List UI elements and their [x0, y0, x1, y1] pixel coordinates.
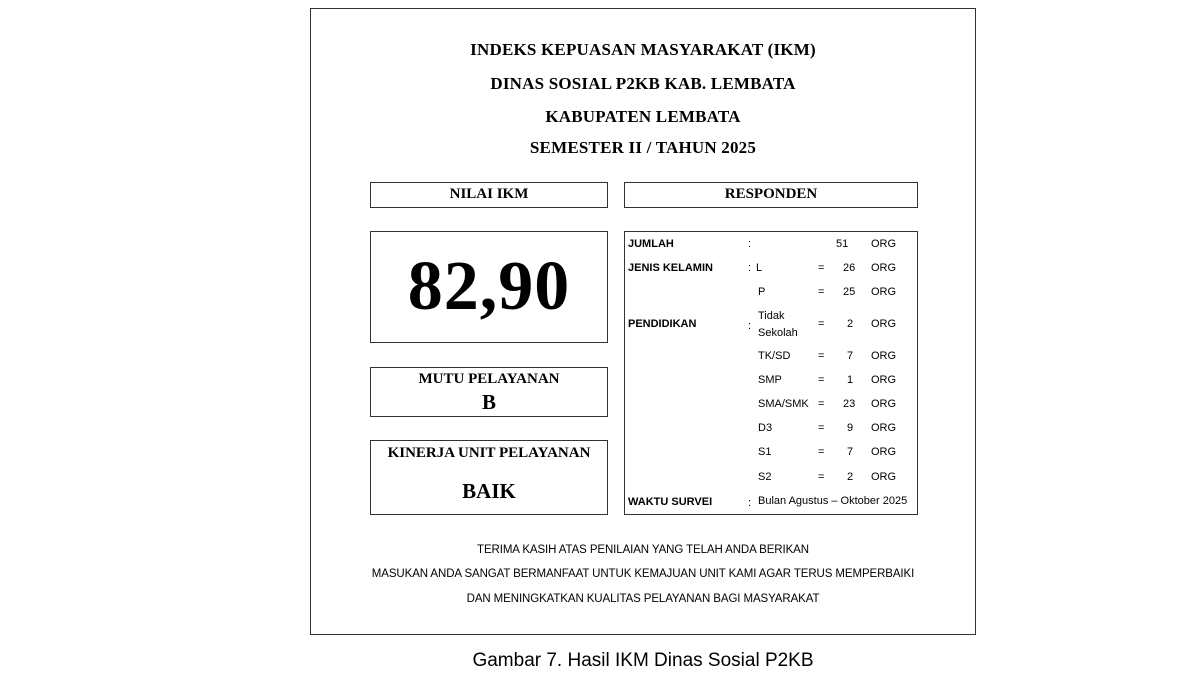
- pendidikan-tidak-value: 2: [847, 318, 854, 330]
- report-title-line-1: INDEKS KEPUASAN MASYARAKAT (IKM): [470, 40, 816, 59]
- pendidikan-row-label: D3: [758, 422, 773, 434]
- pendidikan-row-value: 2: [847, 471, 854, 483]
- ikm-score: 82,90: [407, 248, 571, 325]
- pendidikan-row-unit: ORG: [871, 374, 897, 386]
- footer-line-3: DAN MENINGKATKAN KUALITAS PELAYANAN BAGI MASYARAKAT: [466, 593, 820, 605]
- pendidikan-row-value: 9: [847, 422, 854, 434]
- mutu-pelayanan-value: B: [481, 390, 496, 414]
- pendidikan-row-label: TK/SD: [758, 350, 791, 362]
- figure-caption: Gambar 7. Hasil IKM Dinas Sosial P2KB: [472, 650, 814, 671]
- pendidikan-row-value: 7: [847, 446, 854, 458]
- responden-header: [624, 182, 918, 208]
- gender-l-label: L: [756, 262, 763, 274]
- pendidikan-row-label: S1: [758, 446, 772, 458]
- responden-table: [624, 231, 918, 515]
- report-title-line-2: DINAS SOSIAL P2KB KAB. LEMBATA: [490, 74, 796, 93]
- ikm-report-frame: [310, 8, 976, 635]
- footer-line-1: TERIMA KASIH ATAS PENILAIAN YANG TELAH ANDA BERIKAN: [477, 544, 809, 556]
- kinerja-unit-value: BAIK: [462, 479, 516, 503]
- pendidikan-row-unit: ORG: [871, 398, 897, 410]
- pendidikan-row-value: 1: [847, 374, 854, 386]
- nilai-ikm-header: [370, 182, 608, 208]
- pendidikan-row-label: SMA/SMK: [758, 398, 809, 410]
- pendidikan-row-label: S2: [758, 471, 772, 483]
- gender-p-eq: =: [818, 286, 825, 298]
- pendidikan-row-value: 23: [843, 398, 856, 410]
- gender-p-value: 25: [843, 286, 856, 298]
- gender-p-unit: ORG: [871, 286, 897, 298]
- pendidikan-colon: :: [748, 320, 752, 332]
- pendidikan-row-eq: =: [818, 471, 825, 483]
- footer-line-2: MASUKAN ANDA SANGAT BERMANFAAT UNTUK KEMAJUAN UNIT KAMI AGAR TERUS MEMPERBAIKI: [371, 568, 915, 580]
- report-title-line-3: KABUPATEN LEMBATA: [545, 107, 741, 126]
- kinerja-unit-box: [370, 440, 608, 515]
- pendidikan-sekolah-label: Sekolah: [758, 327, 798, 339]
- pendidikan-tidak-unit: ORG: [871, 318, 897, 330]
- pendidikan-label: PENDIDIKAN: [628, 318, 697, 330]
- gender-l-eq: =: [818, 262, 825, 274]
- pendidikan-tidak-eq: =: [818, 318, 825, 330]
- gender-l-value: 26: [843, 262, 856, 274]
- waktu-survei-label: WAKTU SURVEI: [628, 496, 713, 508]
- pendidikan-tidak-label: Tidak: [758, 310, 785, 322]
- pendidikan-row-label: SMP: [758, 374, 782, 386]
- pendidikan-row-unit: ORG: [871, 422, 897, 434]
- jenis-kelamin-label: JENIS KELAMIN: [628, 262, 713, 274]
- pendidikan-row-eq: =: [818, 446, 825, 458]
- mutu-pelayanan-box: [370, 367, 608, 417]
- pendidikan-row-value: 7: [847, 350, 854, 362]
- mutu-pelayanan-label: MUTU PELAYANAN: [418, 371, 560, 387]
- jumlah-unit: ORG: [871, 238, 897, 250]
- nilai-ikm-header-label: NILAI IKM: [449, 186, 529, 202]
- waktu-survei-colon: :: [748, 497, 752, 509]
- pendidikan-row-unit: ORG: [871, 471, 897, 483]
- gender-p-label: P: [758, 286, 766, 298]
- report-title-line-4: SEMESTER II / TAHUN 2025: [529, 138, 757, 157]
- waktu-survei-value: Bulan Agustus – Oktober 2025: [758, 495, 908, 507]
- responden-header-label: RESPONDEN: [724, 186, 818, 202]
- pendidikan-row-eq: =: [818, 350, 825, 362]
- nilai-ikm-score-box: [370, 231, 608, 343]
- jumlah-label: JUMLAH: [628, 238, 674, 250]
- jenis-kelamin-colon: :: [748, 262, 752, 274]
- pendidikan-row-eq: =: [818, 374, 825, 386]
- pendidikan-row-unit: ORG: [871, 446, 897, 458]
- pendidikan-row-unit: ORG: [871, 350, 897, 362]
- pendidikan-row-eq: =: [818, 422, 825, 434]
- gender-l-unit: ORG: [871, 262, 897, 274]
- jumlah-colon: :: [748, 238, 752, 250]
- kinerja-unit-label: KINERJA UNIT PELAYANAN: [387, 445, 591, 461]
- pendidikan-row-eq: =: [818, 398, 825, 410]
- jumlah-value: 51: [836, 238, 849, 250]
